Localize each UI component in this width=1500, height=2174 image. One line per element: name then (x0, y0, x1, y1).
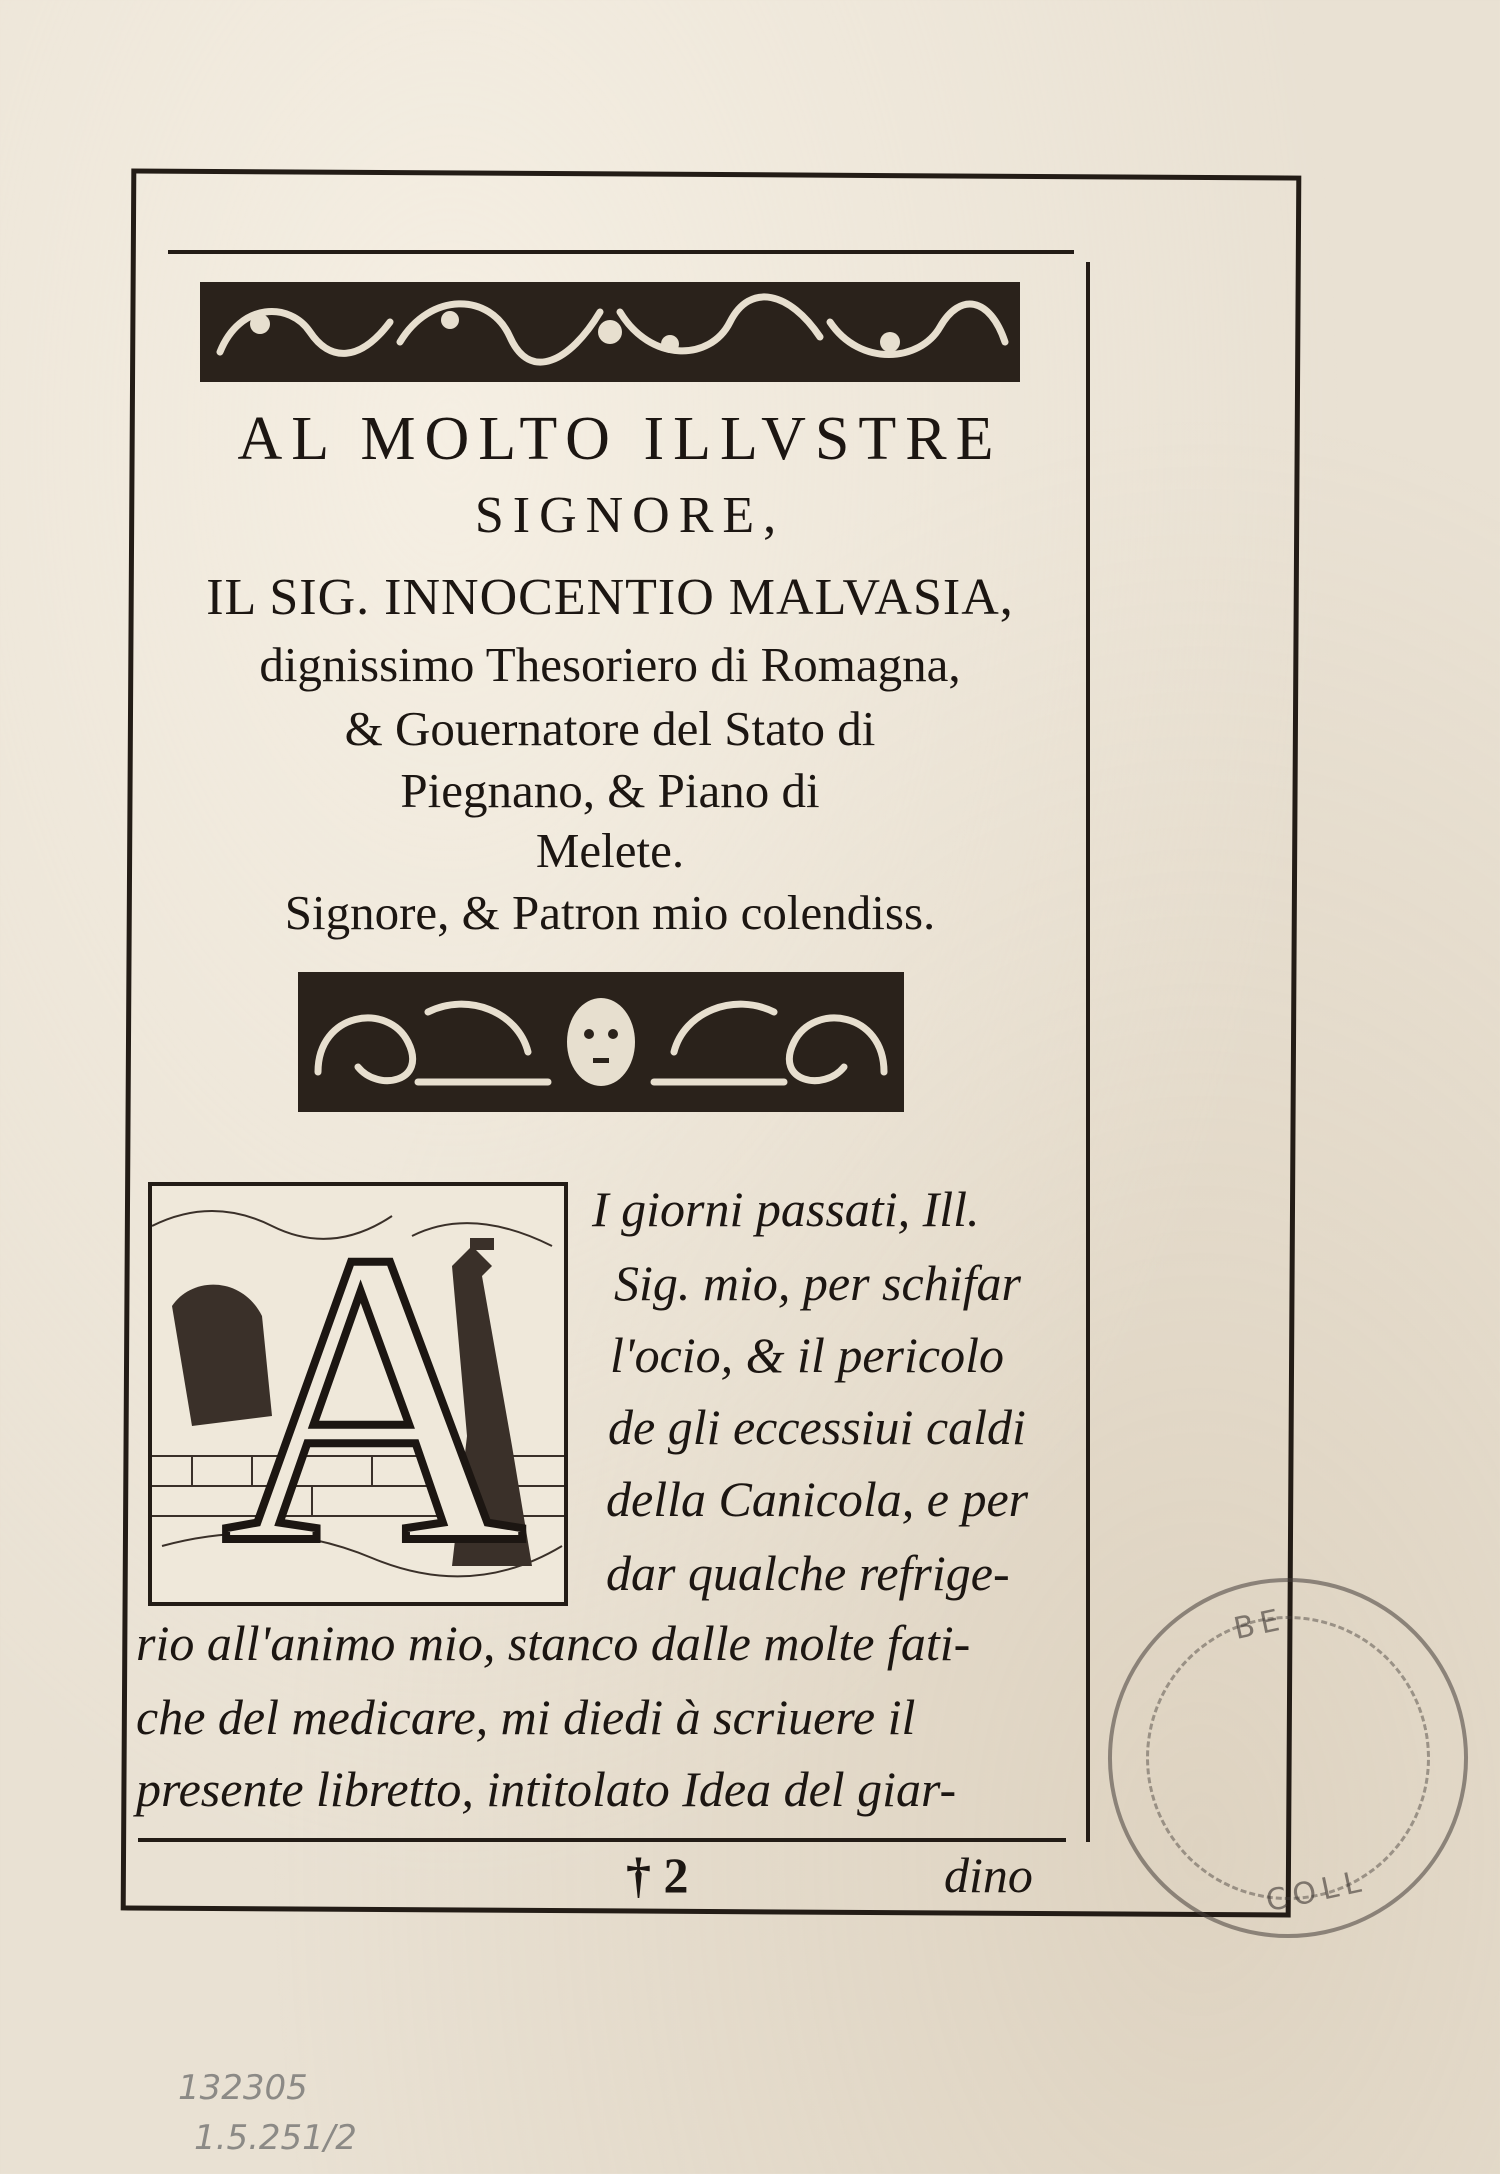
dedication-line-1: AL MOLTO ILLVSTRE (237, 405, 1003, 473)
initial-letter: A (222, 1182, 526, 1606)
stamp-top-text: BE (1230, 1602, 1289, 1647)
dedication-line-4: dignissimo Thesoriero di Romagna, (259, 637, 961, 692)
body-line-8: che del medicare, mi diedi à scriuere il (136, 1689, 916, 1745)
shelfmark-line-2: 1.5.251/2 (194, 2118, 357, 2158)
body-line-1: I giorni passati, Ill. (592, 1181, 980, 1237)
body-line-4: de gli eccessiui caldi (608, 1399, 1026, 1455)
body-line-3: l'ocio, & il pericolo (610, 1327, 1004, 1383)
middle-ornament (298, 972, 904, 1112)
dedication-line-8: Signore, & Patron mio colendiss. (284, 885, 936, 940)
dedication-line-7: Melete. (535, 823, 685, 878)
body-line-9: presente libretto, intitolato Idea del giar- (136, 1761, 957, 1817)
dedication-line-5: & Gouernatore del Stato di (344, 701, 876, 756)
dedication-line-6: Piegnano, & Piano di (400, 763, 820, 818)
dedication-line-3: IL SIG. INNOCENTIO MALVASIA, (206, 569, 1014, 626)
body-line-7: rio all'animo mio, stanco dalle molte fati- (136, 1615, 971, 1671)
body-line-6: dar qualche refrige- (606, 1545, 1010, 1601)
body-line-2: Sig. mio, per schifar (614, 1255, 1021, 1311)
stamp-bottom-text: COLL (1262, 1863, 1370, 1920)
body-line-5: della Canicola, e per (606, 1471, 1029, 1527)
top-ornament (200, 282, 1020, 382)
top-inner-rule (168, 250, 1074, 254)
shelfmark-line-1: 132305 (178, 2068, 308, 2108)
dedication-line-2: SIGNORE, (474, 487, 786, 544)
woodcut-initial (148, 1182, 568, 1606)
bottom-inner-rule (138, 1838, 1066, 1842)
signature-mark: † 2 (626, 1847, 689, 1903)
catchword: dino (944, 1847, 1033, 1903)
